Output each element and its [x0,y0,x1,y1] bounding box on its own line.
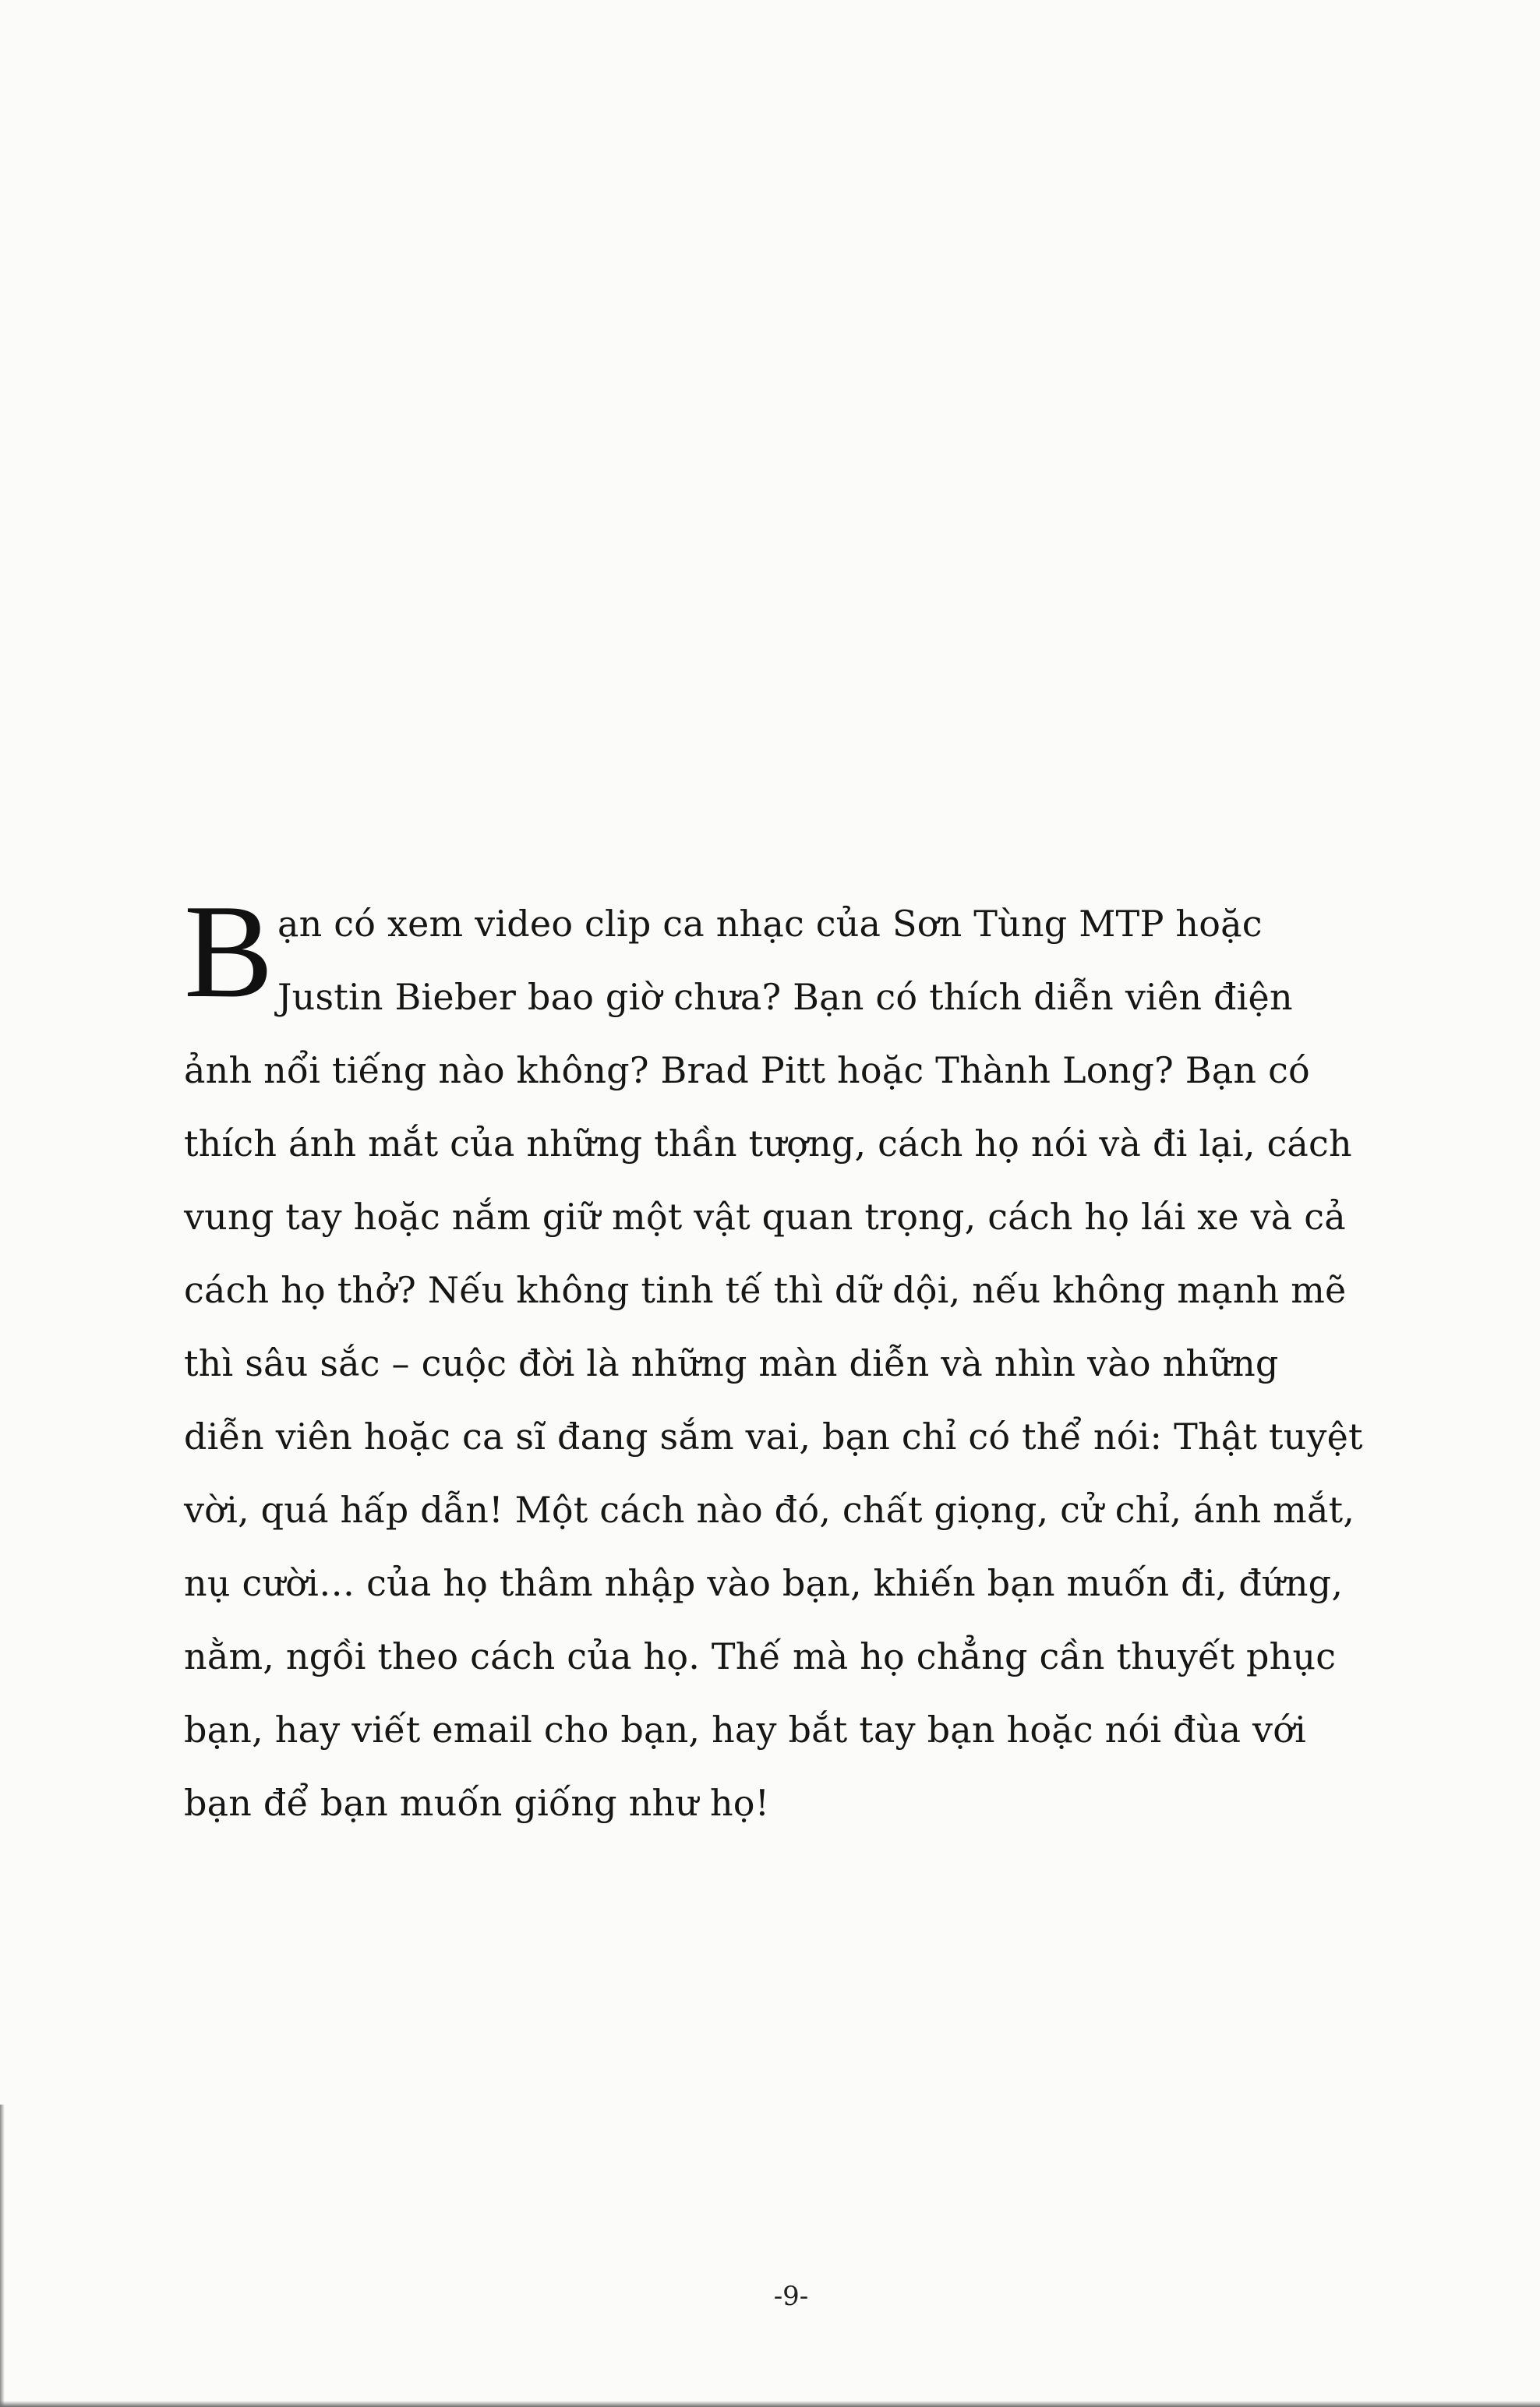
text-line: thích ánh mắt của những thần tượng, cách họ nói và đi lại, cách [184,1122,1352,1165]
text-line: nằm, ngồi theo cách của họ. Thế mà họ chẳng cần thuyết phục [184,1635,1337,1677]
page-number: -9- [773,2281,809,2312]
text-line: vung tay hoặc nắm giữ một vật quan trọng, cách họ lái xe và cả [184,1196,1346,1238]
scan-edge-left [0,2105,5,2407]
text-line: bạn để bạn muốn giống như họ! [184,1782,770,1824]
drop-cap: B [184,878,274,1026]
text-line: ạn có xem video clip ca nhạc của Sơn Tùng MTP hoặc [277,903,1263,945]
text-line: nụ cười… của họ thâm nhập vào bạn, khiến bạn muốn đi, đứng, [184,1562,1344,1604]
text-line: diễn viên hoặc ca sĩ đang sắm vai, bạn chỉ có thể nói: Thật tuyệt [184,1416,1363,1458]
text-line: vời, quá hấp dẫn! Một cách nào đó, chất giọng, cử chỉ, ánh mắt, [184,1489,1355,1531]
text-line: ảnh nổi tiếng nào không? Brad Pitt hoặc Thành Long? Bạn có [184,1049,1310,1091]
text-line: bạn, hay viết email cho bạn, hay bắt tay bạn hoặc nói đùa với [184,1709,1307,1751]
scan-edge-bottom [0,2401,1540,2407]
text-line: thì sâu sắc – cuộc đời là những màn diễn và nhìn vào những [184,1342,1279,1384]
text-line: cách họ thở? Nếu không tinh tế thì dữ dội, nếu không mạnh mẽ [184,1269,1347,1311]
text-line: Justin Bieber bao giờ chưa? Bạn có thích diễn viên điện [277,976,1293,1018]
